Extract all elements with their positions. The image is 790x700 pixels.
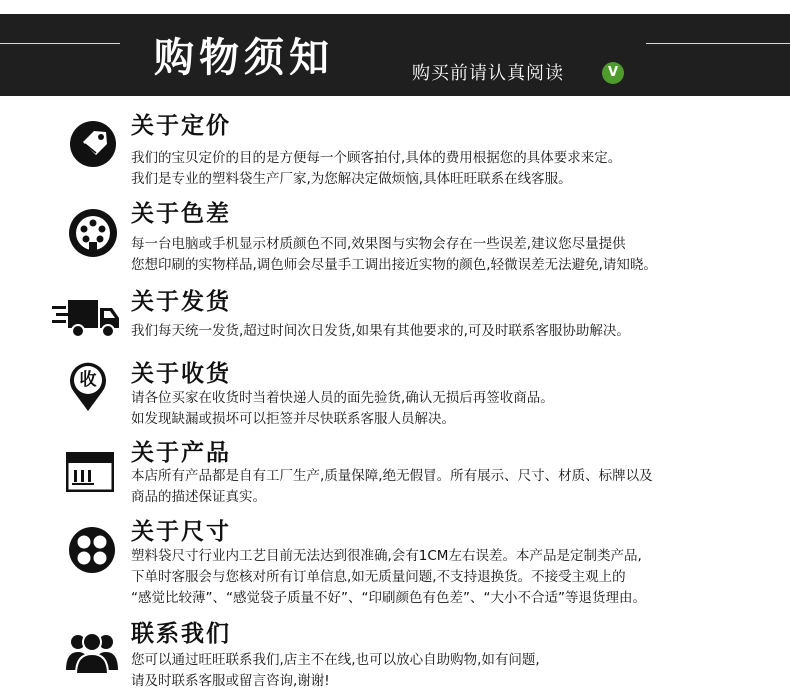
contact-group-icon — [64, 630, 120, 674]
delivery-truck-icon — [52, 298, 122, 340]
body-line: 我们每天统一发货,超过时间次日发货,如果有其他要求的,可及时联系客服协助解决。 — [131, 323, 630, 339]
body-line: 您想印刷的实物样品,调色师会尽量手工调出接近实物的颜色,轻微误差无法避免,请知晓。 — [131, 257, 657, 273]
body-line: 请各位买家在收货时当着快递人员的面先验货,确认无损后再签收商品。 — [131, 390, 554, 406]
section-body — [131, 148, 781, 190]
receive-glyph: 收 — [79, 370, 97, 390]
section-body — [131, 388, 781, 430]
body-line: 商品的描述保证真实。 — [131, 489, 266, 505]
body-line: 下单时客服会与您核对所有订单信息,如无质量问题,不支持退换货。不接受主观上的 — [131, 569, 626, 585]
section-body — [131, 466, 781, 508]
body-line: “感觉比较薄”、“感觉袋子质量不好”、“印刷颜色有色差”、“大小不合适”等退货理由。 — [131, 590, 646, 606]
body-line: 如发现缺漏或损坏可以拒签并尽快联系客服人员解决。 — [131, 411, 455, 427]
body-line: 本店所有产品都是自有工厂生产,质量保障,绝无假冒。所有展示、尺寸、材质、标牌以及 — [131, 468, 653, 484]
color-palette-icon — [68, 208, 118, 258]
section-body — [131, 546, 781, 609]
body-line: 塑料袋尺寸行业内工艺目前无法达到很准确,会有1CM左右误差。本产品是定制类产品, — [131, 548, 642, 564]
section-title: 联系我们 — [131, 621, 231, 647]
product-box-icon — [66, 452, 114, 492]
section-title: 关于定价 — [131, 113, 231, 139]
section-title: 关于发货 — [131, 289, 231, 315]
price-tag-icon — [69, 120, 117, 168]
body-line: 我们是专业的塑料袋生产厂家,为您解决定做烦恼,具体旺旺联系在线客服。 — [131, 171, 572, 187]
section-title: 关于收货 — [131, 361, 231, 387]
header-line-right — [646, 43, 790, 44]
section-title: 关于尺寸 — [131, 519, 231, 545]
section-body — [131, 650, 781, 692]
body-line: 每一台电脑或手机显示材质颜色不同,效果图与实物会存在一些误差,建议您尽量提供 — [131, 236, 626, 252]
section-body — [131, 321, 781, 342]
section-body — [131, 234, 781, 276]
header-line-left — [0, 43, 120, 44]
body-line: 请及时联系客服或留言咨询,谢谢! — [131, 673, 330, 689]
header-banner — [0, 14, 790, 96]
body-line: 您可以通过旺旺联系我们,店主不在线,也可以放心自助购物,如有问题, — [131, 652, 540, 668]
check-badge-icon: V — [602, 62, 624, 84]
page-subtitle: 购买前请认真阅读 — [412, 63, 564, 84]
section-title: 关于产品 — [131, 440, 231, 466]
page-title: 购物须知 — [154, 34, 334, 81]
section-title: 关于色差 — [131, 201, 231, 227]
body-line: 我们的宝贝定价的目的是方便每一个顾客拍付,具体的费用根据您的具体要求来定。 — [131, 150, 622, 166]
size-quadrant-icon — [68, 526, 116, 574]
